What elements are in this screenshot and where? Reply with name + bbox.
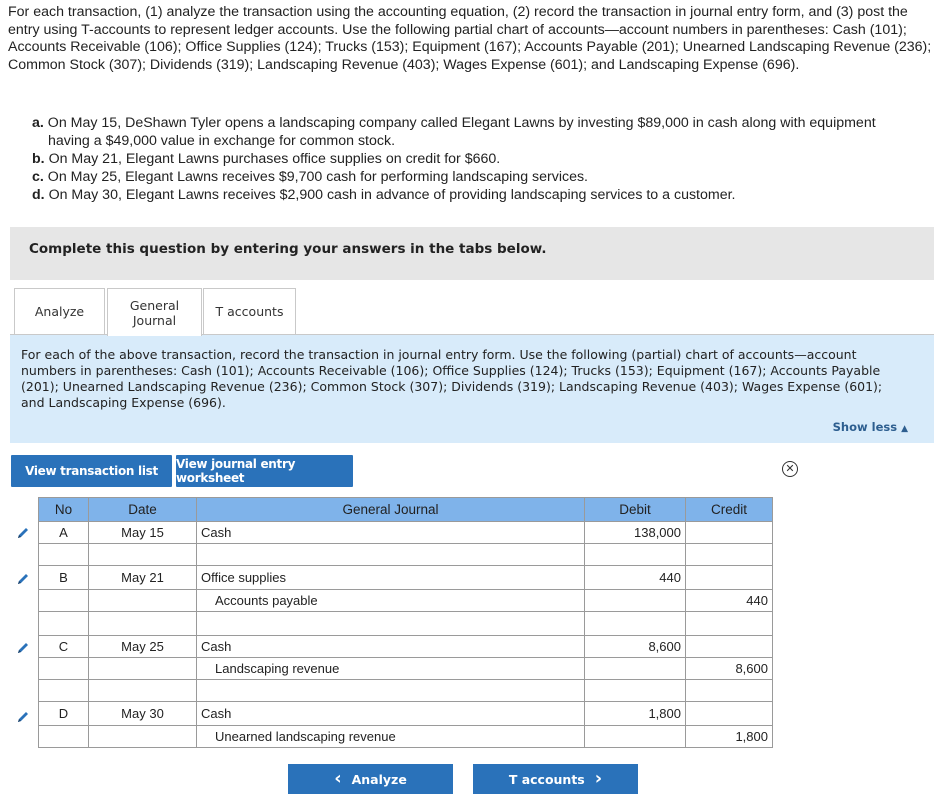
transaction-list (32, 114, 912, 204)
cell-date: May 21 (89, 566, 197, 590)
header-credit: Credit (686, 498, 773, 522)
transaction-text: On May 25, Elegant Lawns receives $9,700 cash for performing landscaping services. (47, 169, 588, 185)
cell-account[interactable]: Cash (197, 522, 585, 544)
cell-credit[interactable] (686, 680, 773, 702)
cell-account[interactable] (197, 612, 585, 636)
cell-no: C (39, 636, 89, 658)
transaction-letter: c. (32, 169, 44, 185)
tab-label: Analyze (34, 304, 85, 319)
close-icon[interactable]: ✕ (782, 461, 798, 477)
cell-debit[interactable] (585, 726, 686, 748)
table-row (39, 726, 773, 748)
cell-date (89, 612, 197, 636)
cell-credit[interactable]: 1,800 (686, 726, 773, 748)
complete-banner (10, 227, 934, 280)
cell-no: A (39, 522, 89, 544)
cell-account[interactable]: Cash (197, 702, 585, 726)
table-row (39, 590, 773, 612)
tab-general-journal[interactable] (107, 288, 202, 336)
transaction-item (32, 150, 912, 168)
next-label: T accounts (508, 771, 585, 787)
triangle-up-icon: ▲ (901, 424, 908, 434)
view-journal-worksheet-button[interactable]: View journal entry worksheet (176, 455, 353, 487)
table-row (39, 702, 773, 726)
transaction-text: On May 30, Elegant Lawns receives $2,900 cash in advance of providing landscaping services to a customer. (48, 187, 736, 203)
cell-account[interactable]: Landscaping revenue (197, 658, 585, 680)
cell-no: D (39, 702, 89, 726)
pencil-icon[interactable] (16, 710, 30, 724)
cell-debit[interactable]: 440 (585, 566, 686, 590)
cell-debit[interactable] (585, 612, 686, 636)
cell-no (39, 544, 89, 566)
transaction-item (32, 114, 912, 150)
cell-date: May 15 (89, 522, 197, 544)
transaction-item (32, 168, 912, 186)
transaction-text: On May 15, DeShawn Tyler opens a landscaping company called Elegant Lawns by investing $89,000 in cash along with equipment having a $49,000 value in exchange for common stock. (47, 115, 876, 149)
cell-debit[interactable]: 1,800 (585, 702, 686, 726)
cell-date (89, 658, 197, 680)
next-t-accounts-button[interactable] (473, 764, 638, 794)
instructions-panel (10, 335, 934, 443)
table-row (39, 522, 773, 544)
cell-debit[interactable] (585, 544, 686, 566)
header-date: Date (89, 498, 197, 522)
pencil-icon[interactable] (16, 526, 30, 540)
pencil-icon[interactable] (16, 572, 30, 586)
cell-credit[interactable] (686, 566, 773, 590)
cell-credit[interactable] (686, 636, 773, 658)
cell-debit[interactable]: 8,600 (585, 636, 686, 658)
prev-analyze-button[interactable] (288, 764, 453, 794)
tab-analyze[interactable] (14, 288, 105, 334)
cell-date (89, 680, 197, 702)
cell-debit[interactable]: 138,000 (585, 522, 686, 544)
cell-credit[interactable] (686, 544, 773, 566)
cell-account[interactable] (197, 680, 585, 702)
cell-no: B (39, 566, 89, 590)
table-row (39, 566, 773, 590)
cell-no (39, 680, 89, 702)
complete-banner-text: Complete this question by entering your answers in the tabs below. (29, 241, 547, 257)
chevron-right-icon: › (594, 768, 603, 789)
journal-header-row (39, 498, 773, 522)
table-row (39, 612, 773, 636)
chevron-left-icon: ‹ (334, 768, 342, 789)
cell-debit[interactable] (585, 658, 686, 680)
table-row (39, 680, 773, 702)
header-debit: Debit (585, 498, 686, 522)
transaction-item (32, 186, 912, 204)
table-row (39, 544, 773, 566)
pencil-icon[interactable] (16, 641, 30, 655)
header-general-journal: General Journal (197, 498, 585, 522)
cell-debit[interactable] (585, 680, 686, 702)
header-no: No (39, 498, 89, 522)
cell-no (39, 612, 89, 636)
cell-account[interactable]: Accounts payable (197, 590, 585, 612)
cell-debit[interactable] (585, 590, 686, 612)
cell-credit[interactable]: 8,600 (686, 658, 773, 680)
cell-account[interactable] (197, 544, 585, 566)
cell-no (39, 726, 89, 748)
show-less-link[interactable]: Show less ▲ (832, 420, 908, 434)
transaction-text: On May 21, Elegant Lawns purchases office supplies on credit for $660. (48, 151, 501, 167)
cell-account[interactable]: Unearned landscaping revenue (197, 726, 585, 748)
cell-date: May 30 (89, 702, 197, 726)
problem-intro: For each transaction, (1) analyze the transaction using the accounting equation, (2) record the transaction in journal entry form, and (3) post the entry using T-accounts to represent ledger accounts. Use the following partial chart of accounts—account numbers in parentheses: Cash (101); Accounts Receivable (106); Office Supplies (124); Trucks (153); Equipment (167); Accounts Payable (201); Unearned Landscaping Revenue (236); Common Stock (307); Dividends (319); Landscaping Revenue (403); Wages Expense (601); and Landscaping Expense (696). (8, 4, 932, 73)
cell-date: May 25 (89, 636, 197, 658)
tab-label: T accounts (215, 304, 284, 319)
prev-label: Analyze (351, 771, 407, 787)
transaction-letter: a. (32, 115, 44, 131)
cell-date (89, 726, 197, 748)
table-row (39, 658, 773, 680)
cell-no (39, 590, 89, 612)
cell-account[interactable]: Office supplies (197, 566, 585, 590)
cell-credit[interactable]: 440 (686, 590, 773, 612)
instructions-text: For each of the above transaction, record the transaction in journal entry form. Use the following (partial) chart of accounts—account numbers in parentheses: Cash (101); Accounts Receivable (106); Office Supplies (124); Trucks (153); Equipment (167); Accounts Payable (201); Unearned Landscaping Revenue (236); Common Stock (307); Dividends (319); Landscaping Revenue (403); Wages Expense (601); and Landscaping Expense (696). (21, 347, 883, 410)
cell-credit[interactable] (686, 522, 773, 544)
cell-account[interactable]: Cash (197, 636, 585, 658)
view-transaction-list-button[interactable]: View transaction list (11, 455, 172, 487)
cell-date (89, 590, 197, 612)
tab-t-accounts[interactable] (203, 288, 296, 334)
cell-credit[interactable] (686, 612, 773, 636)
transaction-letter: d. (32, 187, 45, 203)
transaction-letter: b. (32, 151, 45, 167)
cell-no (39, 658, 89, 680)
table-row (39, 636, 773, 658)
tab-label: General Journal (129, 297, 180, 328)
cell-date (89, 544, 197, 566)
cell-credit[interactable] (686, 702, 773, 726)
general-journal-table (38, 497, 773, 748)
